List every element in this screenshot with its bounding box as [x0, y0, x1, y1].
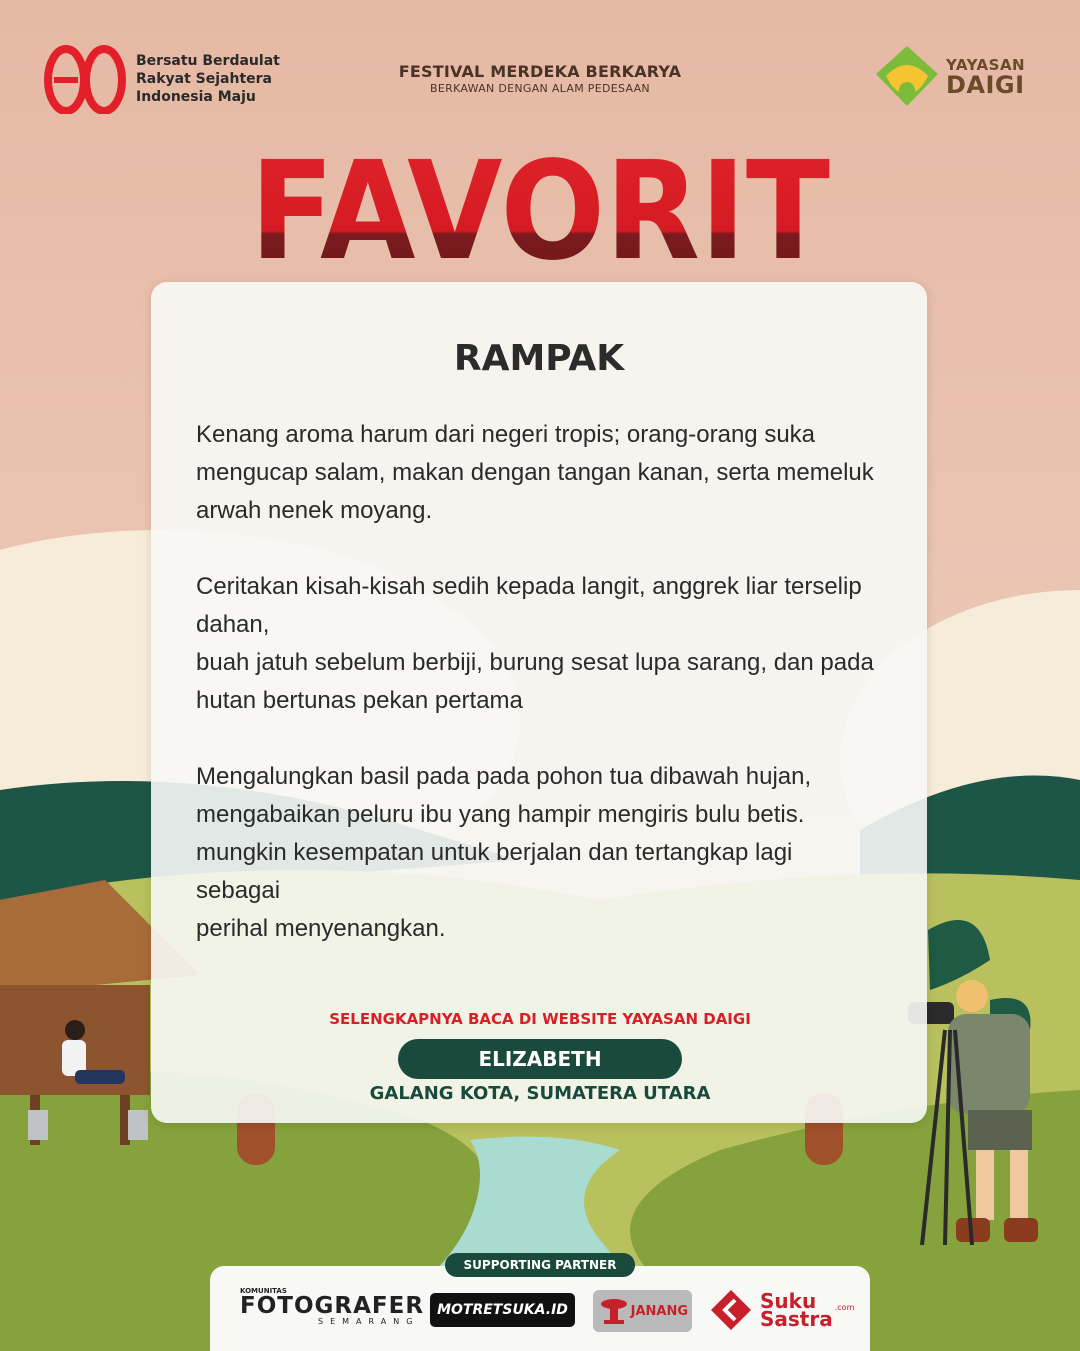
suku-line2: Sastra — [760, 1307, 833, 1331]
fotografer-sub: SEMARANG — [318, 1317, 420, 1326]
author-location: GALANG KOTA, SUMATERA UTARA — [369, 1083, 711, 1104]
anniversary-tagline — [136, 52, 280, 106]
suku-line1: Suku — [760, 1289, 817, 1313]
daigi-logo — [874, 44, 1025, 110]
partner-sukusastra-logo[interactable] — [710, 1287, 854, 1333]
anniversary-logo — [44, 44, 280, 114]
suku-com: .com — [834, 1302, 855, 1312]
partner-janang-logo[interactable] — [593, 1290, 692, 1332]
favorit-title: FAVORIT — [250, 133, 831, 270]
daigi-label-top: YAYASAN — [946, 55, 1026, 74]
sukusastra-emblem-icon — [710, 1289, 752, 1331]
poem-title: RAMPAK — [453, 338, 625, 379]
daigi-label-bottom: DAIGI — [946, 70, 1025, 99]
tagline-line: Rakyat Sejahtera — [136, 71, 273, 87]
poem-body: Kenang aroma harum dari negeri tropis; orang-orang suka mengucap salam, makan dengan tangan kanan, serta memeluk arwah nenek moyang. Ceritakan kisah-kisah sedih kepada langit, anggrek liar terselip dahan, buah jatuh sebelum berbiji, burung sesat lupa sarang, dan pada hutan bertunas pekan pertama Mengalungkan basil pada pada pohon tua dibawah hujan, mengabaikan peluru ibu yang hampir mengiris bulu betis. mungkin kesempatan untuk berjalan dan tertangkap lagi sebagai perihal menyenangkan. — [196, 421, 874, 942]
fotografer-name: FOTOGRAFER — [240, 1293, 425, 1319]
author-name: ELIZABETH — [398, 1039, 682, 1079]
festival-title: FESTIVAL MERDEKA BERKARYA — [398, 62, 682, 81]
tagline-line: Indonesia Maju — [136, 89, 256, 105]
partner-fotografer-logo[interactable] — [240, 1287, 424, 1333]
tagline-line: Bersatu Berdaulat — [136, 53, 280, 69]
favorit-title-svg — [240, 130, 840, 270]
fotografer-top: KOMUNITAS — [240, 1287, 287, 1295]
motretsuka-label: MOTRETSUKA.ID — [437, 1302, 568, 1318]
partner-motretsuka-logo[interactable] — [430, 1293, 575, 1327]
favorit-badge — [0, 130, 1080, 270]
janang-gong-icon — [599, 1296, 629, 1326]
festival-heading — [340, 62, 740, 95]
supporting-partner-label: SUPPORTING PARTNER — [445, 1253, 635, 1277]
janang-label: JANANG — [630, 1303, 688, 1319]
festival-subtitle: BERKAWAN DENGAN ALAM PEDESAAN — [430, 82, 650, 95]
eighty-logo-icon — [44, 44, 126, 114]
daigi-emblem-icon — [874, 44, 940, 110]
read-more-link[interactable]: SELENGKAPNYA BACA DI WEBSITE YAYASAN DAIGI — [329, 1010, 751, 1028]
